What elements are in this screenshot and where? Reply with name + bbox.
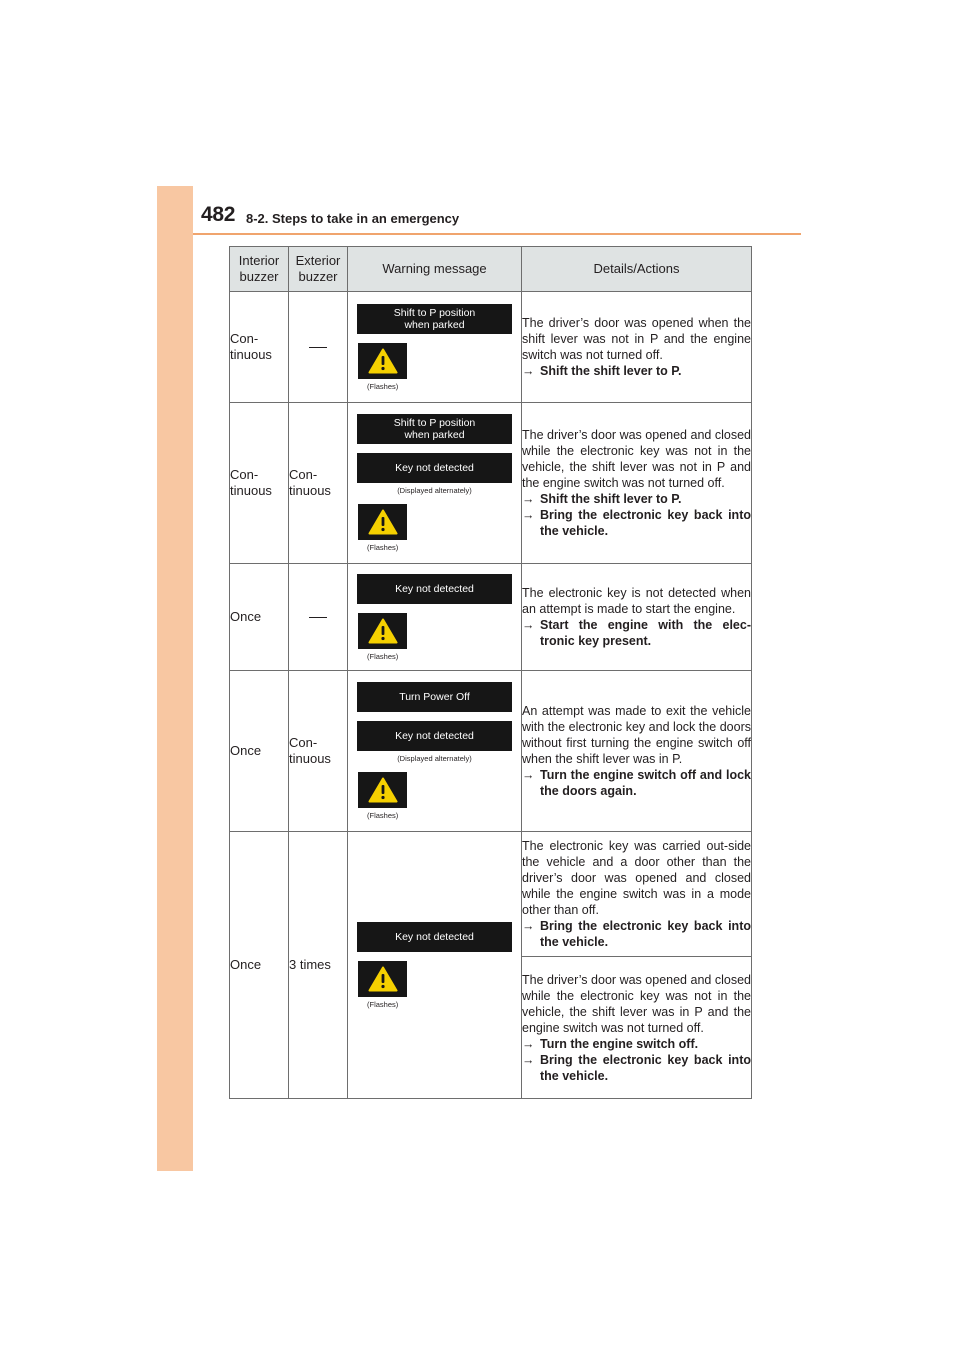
display-message: Turn Power Off (357, 682, 512, 712)
warning-table (229, 246, 752, 1099)
detail-text: The driver’s door was opened when the shift lever was not in P and the engine switch was not turned off. (522, 316, 751, 362)
action-item: → Bring the electronic key back into the vehicle. (522, 508, 751, 538)
arrow-icon: → (522, 492, 535, 506)
interior-buzzer-value: Con- tinuous (230, 331, 272, 362)
arrow-icon: → (522, 768, 535, 782)
exterior-buzzer-cell (289, 403, 348, 564)
exterior-buzzer-value: Con- tinuous (289, 735, 331, 766)
display-message: Key not detected (357, 574, 512, 604)
details-cell (522, 403, 752, 564)
flashes-label: (Flashes) (367, 651, 399, 661)
table-row (230, 832, 752, 957)
detail-text: The electronic key was carried out-side the vehicle and a door other than the driver’s door was opened and closed while the engine switch was in a mode other than off. (522, 839, 751, 917)
interior-buzzer-value: Once (230, 957, 262, 972)
action-item: → Shift the shift lever to P. (522, 364, 682, 378)
exterior-buzzer-cell (289, 832, 348, 1099)
header-warning-message: Warning message (348, 247, 522, 292)
warning-message-cell (348, 292, 522, 403)
displayed-alternately-label: (Displayed alternately) (397, 754, 472, 763)
flashes-label: (Flashes) (367, 811, 399, 820)
display-message: Key not detected (357, 922, 512, 952)
details-cell (522, 292, 752, 403)
table-row (230, 671, 752, 832)
warning-triangle-icon (358, 772, 407, 808)
interior-buzzer-value: Once (230, 609, 262, 624)
interior-buzzer-cell (230, 403, 289, 564)
warning-message-cell (348, 403, 522, 564)
header-exterior-buzzer: Exterior buzzer (289, 247, 348, 292)
exterior-buzzer-cell (289, 564, 348, 671)
detail-text: The electronic key is not detected when an attempt is made to start the engine. (522, 586, 751, 616)
warning-triangle-icon (358, 343, 407, 379)
dash-icon (309, 617, 327, 618)
action-item: → Start the engine with the elec-tronic key present. (522, 618, 751, 648)
side-accent-band (157, 186, 193, 1171)
details-cell (522, 957, 752, 1099)
interior-buzzer-value: Con- tinuous (230, 467, 272, 498)
header-details-actions: Details/Actions (522, 247, 752, 292)
exterior-buzzer-value: 3 times (289, 957, 331, 972)
arrow-icon: → (522, 618, 535, 632)
interior-buzzer-cell (230, 671, 289, 832)
warning-triangle-icon (358, 613, 407, 649)
page-number: 482 (201, 203, 236, 226)
table-row (230, 403, 752, 564)
warning-message-cell (348, 671, 522, 832)
detail-text: The driver’s door was opened and closed while the electronic key was not in the vehicle, the shift lever was in P and the engine switch was not turned off. (522, 972, 751, 1035)
flashes-label: (Flashes) (367, 381, 399, 391)
flashes-label: (Flashes) (367, 999, 399, 1009)
display-message: Key not detected (357, 453, 512, 483)
display-message: Shift to P position when parked (357, 414, 512, 444)
action-item: → Turn the engine switch off. (522, 1036, 699, 1051)
action-item: → Bring the electronic key back into the vehicle. (522, 1052, 751, 1083)
details-cell (522, 832, 752, 957)
arrow-icon: → (522, 1036, 535, 1051)
detail-text: The driver’s door was opened and closed while the electronic key was not in the vehicle, the shift lever was not in P and the engine switch was not turned off. (522, 428, 751, 490)
details-cell (522, 564, 752, 671)
action-item: → Bring the electronic key back into the vehicle. (522, 919, 751, 949)
display-message: Shift to P position when parked (357, 304, 512, 334)
exterior-buzzer-cell (289, 671, 348, 832)
interior-buzzer-cell (230, 564, 289, 671)
exterior-buzzer-cell (289, 292, 348, 403)
detail-text: An attempt was made to exit the vehicle with the electronic key and lock the doors without first turning the engine switch off when the shift lever was in P. (522, 704, 751, 766)
table-row (230, 292, 752, 403)
interior-buzzer-cell (230, 292, 289, 403)
action-item: → Shift the shift lever to P. (522, 492, 682, 506)
section-title: 8-2. Steps to take in an emergency (246, 211, 460, 226)
exterior-buzzer-value: Con- tinuous (289, 467, 331, 498)
arrow-icon: → (522, 1052, 535, 1067)
warning-triangle-icon (358, 961, 407, 997)
arrow-icon: → (522, 919, 535, 933)
display-message: Key not detected (357, 721, 512, 751)
interior-buzzer-cell (230, 832, 289, 1099)
warning-triangle-icon (358, 504, 407, 540)
table-header-row (230, 247, 752, 292)
header-interior-buzzer: Interior buzzer (230, 247, 289, 292)
dash-icon (309, 347, 327, 348)
table-row (230, 564, 752, 671)
warning-message-cell (348, 564, 522, 671)
arrow-icon: → (522, 508, 535, 522)
action-item: → Turn the engine switch off and lock the doors again. (522, 768, 751, 798)
warning-message-cell (348, 832, 522, 1099)
header-rule (193, 233, 801, 235)
details-cell (522, 671, 752, 832)
displayed-alternately-label: (Displayed alternately) (397, 486, 472, 495)
interior-buzzer-value: Once (230, 743, 262, 758)
flashes-label: (Flashes) (367, 543, 399, 552)
arrow-icon: → (522, 364, 535, 378)
